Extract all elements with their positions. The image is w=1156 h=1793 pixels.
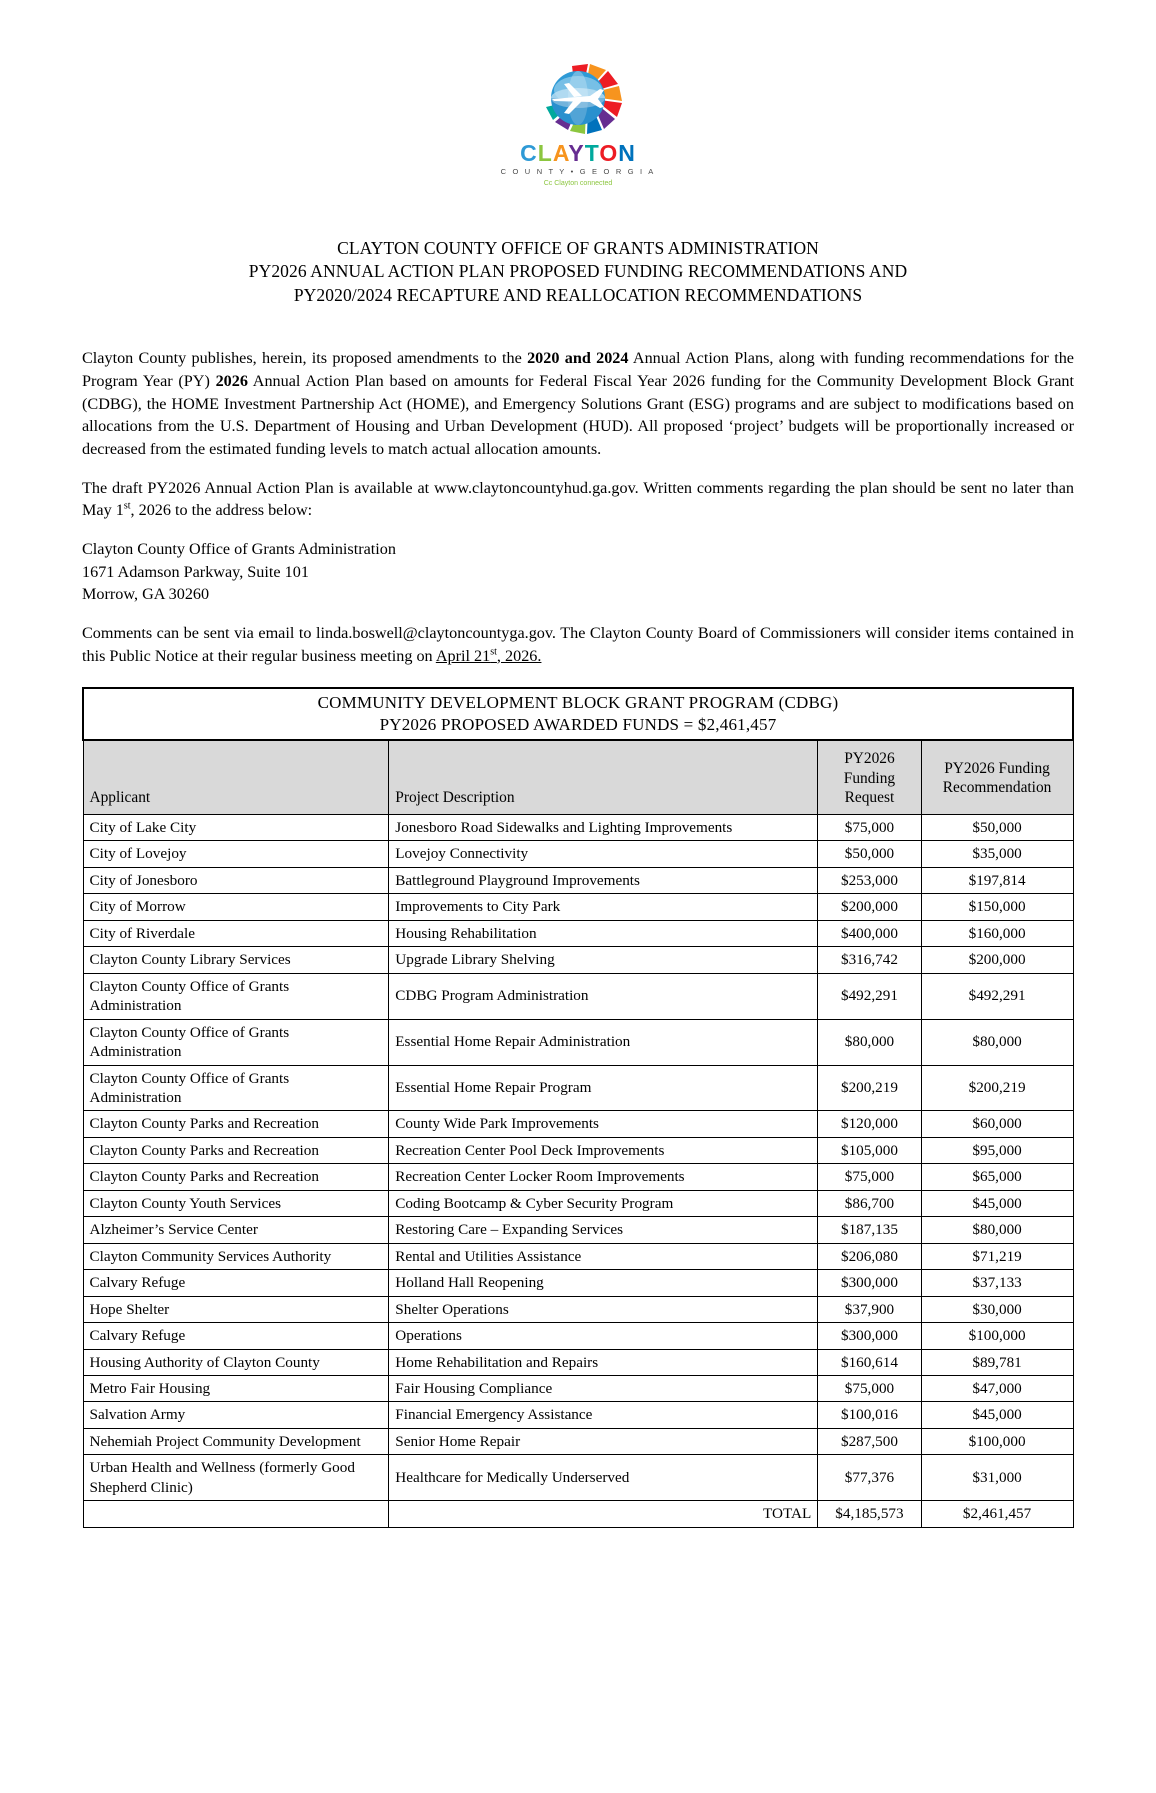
para1-part-c: Annual Action Plans, along with funding recommendations for the Program Year (PY)	[82, 349, 1074, 390]
column-header-applicant: Applicant	[83, 740, 389, 815]
cell-funding-request: $316,742	[818, 947, 921, 973]
column-header-funding-request	[818, 740, 921, 815]
cell-funding-recommendation: $89,781	[921, 1349, 1073, 1375]
cell-funding-recommendation: $45,000	[921, 1190, 1073, 1216]
table-total-row	[83, 1501, 1073, 1527]
cell-project-description: Rental and Utilities Assistance	[389, 1243, 818, 1269]
cell-funding-recommendation: $45,000	[921, 1402, 1073, 1428]
cell-project-description: Recreation Center Pool Deck Improvements	[389, 1137, 818, 1163]
logo-letter-a: A	[552, 140, 569, 166]
cell-funding-request: $300,000	[818, 1270, 921, 1296]
globe-airplane-icon	[526, 62, 630, 140]
logo-letter-t: T	[584, 140, 600, 166]
para1-part-e: Annual Action Plan based on amounts for Federal Fiscal Year 2026 funding for the Community Development Block Grant (CDBG), the HOME Investment Partnership Act (HOME), and Emergency Solutions Grant (ESG) programs and are subject to modifications based on allocations from the U.S. Department of Housing and Urban Development (HUD). All proposed ‘project’ budgets will be proportionally increased or decreased from the estimated funding levels to match actual allocation amounts.	[82, 371, 1075, 458]
para1-part-a: Clayton County publishes, herein, its proposed amendments to the	[82, 349, 528, 368]
para2-ordinal-suffix: st	[123, 500, 131, 512]
cell-applicant: Clayton County Office of Grants Administration	[83, 1019, 389, 1065]
cell-funding-recommendation: $80,000	[921, 1019, 1073, 1065]
para3-date-ordinal: st	[490, 646, 497, 658]
logo-letter-c: C	[520, 140, 538, 166]
table-row	[83, 1137, 1073, 1163]
cell-funding-recommendation: $95,000	[921, 1137, 1073, 1163]
cell-applicant: City of Lake City	[83, 815, 389, 841]
cell-applicant: Metro Fair Housing	[83, 1376, 389, 1402]
table-row	[83, 1323, 1073, 1349]
cell-funding-recommendation: $492,291	[921, 973, 1073, 1019]
cell-applicant: City of Morrow	[83, 894, 389, 920]
cell-funding-recommendation: $71,219	[921, 1243, 1073, 1269]
cell-applicant: City of Jonesboro	[83, 867, 389, 893]
paragraph-draft-availability	[82, 477, 1074, 522]
total-blank-applicant	[83, 1501, 389, 1527]
table-title-line-2: PY2026 PROPOSED AWARDED FUNDS = $2,461,457	[379, 715, 777, 735]
cell-funding-recommendation: $31,000	[921, 1455, 1073, 1501]
cell-applicant: Nehemiah Project Community Development	[83, 1428, 389, 1454]
table-row	[83, 1296, 1073, 1322]
cell-applicant: Urban Health and Wellness (formerly Good Shepherd Clinic)	[83, 1455, 389, 1501]
cell-funding-recommendation: $80,000	[921, 1217, 1073, 1243]
cell-project-description: Holland Hall Reopening	[389, 1270, 818, 1296]
table-row	[83, 1065, 1073, 1111]
paragraph-overview	[82, 347, 1074, 460]
cell-project-description: Operations	[389, 1323, 818, 1349]
cell-project-description: Fair Housing Compliance	[389, 1376, 818, 1402]
cell-applicant: Clayton County Youth Services	[83, 1190, 389, 1216]
cell-applicant: Clayton County Parks and Recreation	[83, 1111, 389, 1137]
document-body	[82, 347, 1074, 667]
cell-funding-recommendation: $160,000	[921, 920, 1073, 946]
table-row	[83, 894, 1073, 920]
cdbg-funding-table-wrapper	[82, 687, 1074, 1527]
recommendation-header-line-1: PY2026 Funding	[944, 759, 1050, 777]
request-header-line-2: Funding	[843, 769, 896, 787]
cell-funding-request: $105,000	[818, 1137, 921, 1163]
table-row	[83, 973, 1073, 1019]
cell-project-description: Improvements to City Park	[389, 894, 818, 920]
cell-funding-recommendation: $47,000	[921, 1376, 1073, 1402]
cell-funding-request: $287,500	[818, 1428, 921, 1454]
cell-funding-request: $75,000	[818, 1376, 921, 1402]
cell-funding-recommendation: $197,814	[921, 867, 1073, 893]
cdbg-funding-table	[82, 687, 1074, 1527]
cell-funding-request: $75,000	[818, 1164, 921, 1190]
cell-applicant: Clayton County Library Services	[83, 947, 389, 973]
cell-funding-request: $200,219	[818, 1065, 921, 1111]
cell-project-description: Recreation Center Locker Room Improvements	[389, 1164, 818, 1190]
cell-applicant: Salvation Army	[83, 1402, 389, 1428]
cell-project-description: CDBG Program Administration	[389, 973, 818, 1019]
cell-funding-request: $80,000	[818, 1019, 921, 1065]
cell-applicant: Calvary Refuge	[83, 1270, 389, 1296]
cell-project-description: Upgrade Library Shelving	[389, 947, 818, 973]
logo-letter-n: N	[618, 140, 636, 166]
cell-applicant: Clayton County Office of Grants Administration	[83, 1065, 389, 1111]
cell-funding-recommendation: $65,000	[921, 1164, 1073, 1190]
address-line-1: Clayton County Office of Grants Administration	[82, 540, 396, 559]
table-row	[83, 1376, 1073, 1402]
table-title-row	[83, 688, 1073, 740]
table-row	[83, 1164, 1073, 1190]
table-row	[83, 815, 1073, 841]
cell-project-description: Jonesboro Road Sidewalks and Lighting Improvements	[389, 815, 818, 841]
request-header-line-1: PY2026	[844, 749, 895, 767]
meeting-date	[436, 647, 542, 665]
column-header-funding-recommendation	[921, 740, 1073, 815]
cell-project-description: Financial Emergency Assistance	[389, 1402, 818, 1428]
table-row	[83, 1190, 1073, 1216]
cell-funding-request: $160,614	[818, 1349, 921, 1375]
cell-project-description: Senior Home Repair	[389, 1428, 818, 1454]
cell-applicant: Hope Shelter	[83, 1296, 389, 1322]
table-row	[83, 867, 1073, 893]
request-header-line-3: Request	[844, 789, 895, 807]
cell-funding-recommendation: $35,000	[921, 841, 1073, 867]
cell-project-description: Housing Rehabilitation	[389, 920, 818, 946]
total-request-cell: $4,185,573	[818, 1501, 921, 1527]
recommendation-header-line-2: Recommendation	[942, 779, 1052, 797]
table-row	[83, 1349, 1073, 1375]
para2-part-a: The draft PY2026 Annual Action Plan is available at www.claytoncountyhud.ga.gov. Written comments regarding the plan should be sent no later than May 1	[82, 478, 1074, 520]
para1-year-bold: 2026	[215, 371, 248, 390]
para3-date-end: , 2026.	[496, 646, 542, 665]
table-row	[83, 1111, 1073, 1137]
clayton-county-logo	[0, 0, 1156, 187]
cell-funding-recommendation: $60,000	[921, 1111, 1073, 1137]
title-line-3: PY2020/2024 RECAPTURE AND REALLOCATION RECOMMENDATIONS	[293, 284, 863, 305]
cell-project-description: Restoring Care – Expanding Services	[389, 1217, 818, 1243]
logo-subtitle: C O U N T Y • G E O R G I A	[500, 167, 656, 176]
cell-project-description: Home Rehabilitation and Repairs	[389, 1349, 818, 1375]
total-recommendation-cell: $2,461,457	[921, 1501, 1073, 1527]
para3-date: April 21	[435, 646, 491, 665]
cell-funding-request: $50,000	[818, 841, 921, 867]
cell-project-description: Healthcare for Medically Underserved	[389, 1455, 818, 1501]
cell-project-description: Essential Home Repair Administration	[389, 1019, 818, 1065]
paragraph-comments	[82, 622, 1074, 667]
table-row	[83, 1402, 1073, 1428]
cell-funding-request: $75,000	[818, 815, 921, 841]
table-row	[83, 1019, 1073, 1065]
cell-funding-request: $120,000	[818, 1111, 921, 1137]
cell-project-description: Shelter Operations	[389, 1296, 818, 1322]
table-row	[83, 1217, 1073, 1243]
logo-letter-y: Y	[568, 140, 585, 166]
logo-wordmark	[520, 142, 636, 165]
cell-funding-request: $253,000	[818, 867, 921, 893]
logo-tagline: Cc Clayton connected	[543, 180, 613, 187]
cell-funding-request: $187,135	[818, 1217, 921, 1243]
cell-funding-recommendation: $200,000	[921, 947, 1073, 973]
cell-project-description: County Wide Park Improvements	[389, 1111, 818, 1137]
cell-funding-recommendation: $50,000	[921, 815, 1073, 841]
table-body	[83, 815, 1073, 1501]
table-row	[83, 841, 1073, 867]
cell-project-description: Battleground Playground Improvements	[389, 867, 818, 893]
cell-project-description: Lovejoy Connectivity	[389, 841, 818, 867]
cell-project-description: Coding Bootcamp & Cyber Security Program	[389, 1190, 818, 1216]
title-line-1: CLAYTON COUNTY OFFICE OF GRANTS ADMINISTRATION	[337, 238, 819, 258]
cell-applicant: Clayton County Parks and Recreation	[83, 1164, 389, 1190]
table-row	[83, 947, 1073, 973]
cell-funding-request: $77,376	[818, 1455, 921, 1501]
table-title-line-1: COMMUNITY DEVELOPMENT BLOCK GRANT PROGRAM (CDBG)	[317, 693, 839, 713]
cell-funding-request: $492,291	[818, 973, 921, 1019]
page-title	[0, 237, 1156, 307]
cell-funding-request: $100,016	[818, 1402, 921, 1428]
cell-applicant: Alzheimer’s Service Center	[83, 1217, 389, 1243]
table-row	[83, 1243, 1073, 1269]
cell-funding-recommendation: $200,219	[921, 1065, 1073, 1111]
table-header-row	[83, 740, 1073, 815]
logo-letter-l: L	[537, 140, 553, 166]
cell-applicant: Clayton County Office of Grants Administration	[83, 973, 389, 1019]
cell-applicant: Clayton County Parks and Recreation	[83, 1137, 389, 1163]
address-line-3: Morrow, GA 30260	[82, 585, 210, 604]
table-title-cell	[83, 688, 1073, 740]
cell-applicant: City of Lovejoy	[83, 841, 389, 867]
cell-funding-request: $300,000	[818, 1323, 921, 1349]
cell-applicant: Calvary Refuge	[83, 1323, 389, 1349]
cell-funding-recommendation: $100,000	[921, 1428, 1073, 1454]
cell-funding-request: $400,000	[818, 920, 921, 946]
cell-applicant: Housing Authority of Clayton County	[83, 1349, 389, 1375]
cell-funding-request: $206,080	[818, 1243, 921, 1269]
column-header-description: Project Description	[389, 740, 818, 815]
cell-project-description: Essential Home Repair Program	[389, 1065, 818, 1111]
table-row	[83, 920, 1073, 946]
title-line-2: PY2026 ANNUAL ACTION PLAN PROPOSED FUNDING RECOMMENDATIONS AND	[248, 261, 908, 282]
para2-part-b: , 2026 to the address below:	[130, 501, 313, 520]
cell-funding-recommendation: $30,000	[921, 1296, 1073, 1322]
cell-funding-request: $86,700	[818, 1190, 921, 1216]
cell-funding-recommendation: $37,133	[921, 1270, 1073, 1296]
table-row	[83, 1428, 1073, 1454]
table-row	[83, 1270, 1073, 1296]
cell-applicant: City of Riverdale	[83, 920, 389, 946]
table-row	[83, 1455, 1073, 1501]
cell-funding-request: $200,000	[818, 894, 921, 920]
cell-funding-recommendation: $100,000	[921, 1323, 1073, 1349]
cell-funding-request: $37,900	[818, 1296, 921, 1322]
total-label-cell: TOTAL	[389, 1501, 818, 1527]
mailing-address	[82, 538, 1074, 606]
address-line-2: 1671 Adamson Parkway, Suite 101	[82, 562, 309, 581]
logo-letter-o: O	[599, 140, 619, 166]
cell-funding-recommendation: $150,000	[921, 894, 1073, 920]
para3-part-a: Comments can be sent via email to linda.boswell@claytoncountyga.gov. The Clayton County Board of Commissioners will consider items contained in this Public Notice at their regular business meeting on	[82, 624, 1074, 665]
cell-applicant: Clayton Community Services Authority	[83, 1243, 389, 1269]
para1-years-bold: 2020 and 2024	[527, 349, 629, 368]
